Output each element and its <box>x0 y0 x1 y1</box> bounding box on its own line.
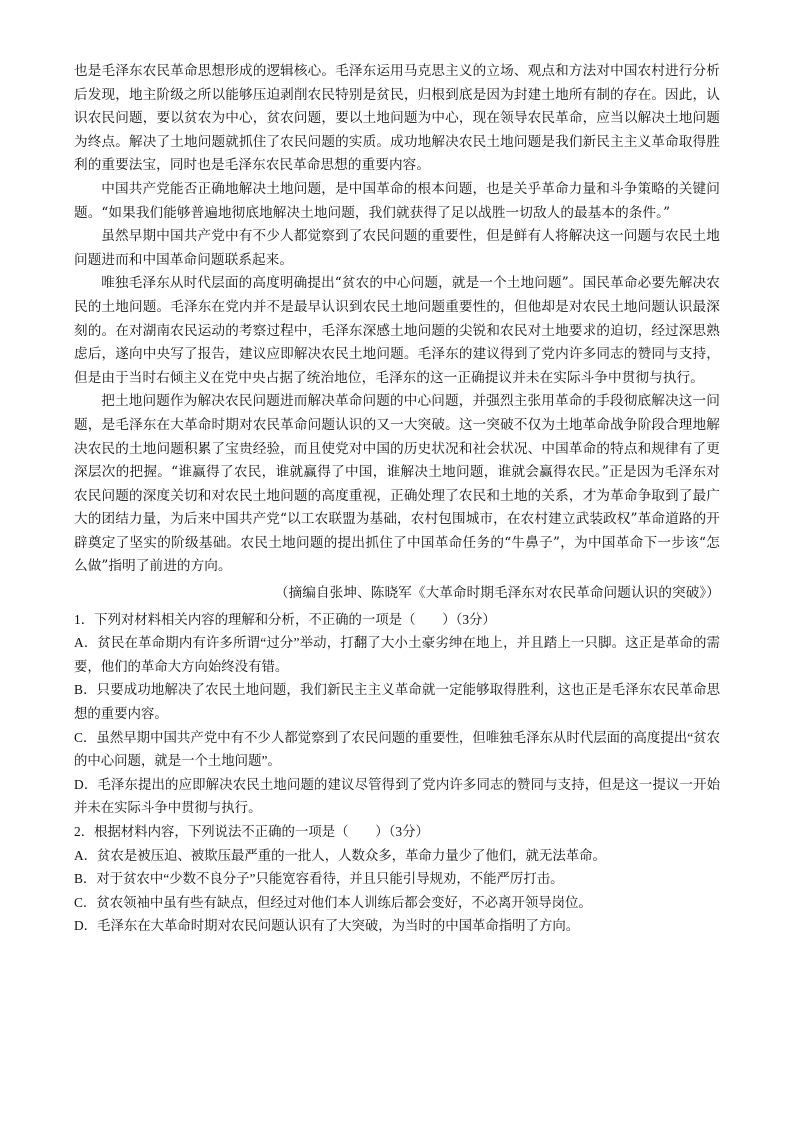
option-a: A．贫民在革命期内有许多所谓“过分”举动，打翻了大小土豪劣绅在地上，并且踏上一只脚。这正是革命的需要，他们的革命大方向始终没有错。 <box>74 635 720 674</box>
option-c: C．虽然早期中国共产党中有不少人都觉察到了农民问题的重要性，但唯独毛泽东从时代层面的高度提出“贫农的中心问题，就是一个土地问题”。 <box>74 729 720 769</box>
option-b: B．对于贫农中“少数不良分子”只能宽容看待，并且只能引导规劝，不能严厉打击。 <box>74 871 564 887</box>
question-2 <box>74 820 720 938</box>
option-a: A．贫农是被压迫、被欺压最严重的一批人，人数众多，革命力量少了他们，就无法革命。 <box>74 847 606 863</box>
document-page <box>74 60 720 938</box>
questions-section <box>74 608 720 938</box>
passage-paragraph: 也是毛泽东农民革命思想形成的逻辑核心。毛泽东运用马克思主义的立场、观点和方法对中国农村进行分析后发现，地主阶级之所以能够压迫剥削农民特别是贫民，归根到底是因为封建土地所有制的存在。因此，认识农民问题，要以贫农为中心，贫农问题，要以土地问题为中心，现在领导农民革命，应当以解决土地问题为终点。解决了土地问题就抓住了农民问题的实质。成功地解决农民土地问题是我们新民主主义革命取得胜利的重要法宝，同时也是毛泽东农民革命思想的重要内容。 <box>74 63 720 174</box>
passage-paragraph: 唯独毛泽东从时代层面的高度明确提出“贫农的中心问题，就是一个土地问题”。国民革命必要先解决农民的土地问题。毛泽东在党内并不是最早认识到农民土地问题重要性的，但他却是对农民土地问题认识最深刻的。在对湖南农民运动的考察过程中，毛泽东深感土地问题的尖锐和农民对土地要求的迫切，经过深思熟虑后，遂向中央写了报告，建议应即解决农民土地问题。毛泽东的建议得到了党内许多同志的赞同与支持，但是由于当时右倾主义在党中央占据了统治地位，毛泽东的这一正确提议并未在实际斗争中贯彻与执行。 <box>74 275 720 386</box>
reading-passage <box>74 60 720 606</box>
passage-paragraph: 把土地问题作为解决农民问题进而解决革命问题的中心问题，并强烈主张用革命的手段彻底解决这一问题，是毛泽东在大革命时期对农民革命问题认识的又一大突破。这一突破不仅为土地革命战争阶段合理地解决农民的土地问题积累了宝贵经验，而且使党对中国的历史状况和社会状况、中国革命的特点和规律有了更深层次的把握。“谁赢得了农民，谁就赢得了中国，谁解决土地问题，谁就会赢得农民。”正是因为毛泽东对农民问题的深度关切和对农民土地问题的高度重视，正确处理了农民和土地的关系，才为革命争取到了最广大的团结力量，为后来中国共产党“以工农联盟为基础，农村包围城市，在农村建立武装政权”革命道路的开辟奠定了坚实的阶级基础。农民土地问题的提出抓住了中国革命任务的“牛鼻子”，为中国革命下一步该“怎么做”指明了前进的方向。 <box>74 393 720 575</box>
passage-source: （摘编自张坤、陈晓军《大革命时期毛泽东对农民革命问题认识的突破》） <box>274 585 720 602</box>
option-c: C．贫农领袖中虽有些有缺点，但经过对他们本人训练后都会变好，不必离开领导岗位。 <box>74 894 592 910</box>
question-1 <box>74 608 720 820</box>
passage-paragraph: 虽然早期中国共产党中有不少人都觉察到了农民问题的重要性，但是鲜有人将解决这一问题与农民土地问题进而和中国革命问题联系起来。 <box>74 228 720 268</box>
option-d: D．毛泽东提出的应即解决农民土地问题的建议尽管得到了党内许多同志的赞同与支持，但是这一提议一开始并未在实际斗争中贯彻与执行。 <box>74 776 720 816</box>
question-stem: 2．根据材料内容，下列说法不正确的一项是（ ）（3分） <box>74 824 429 839</box>
option-d: D．毛泽东在大革命时期对农民问题认识有了大突破，为当时的中国革命指明了方向。 <box>74 918 580 934</box>
option-b: B．只要成功地解决了农民土地问题，我们新民主主义革命就一定能够取得胜利，这也正是毛泽东农民革命思想的重要内容。 <box>74 682 720 722</box>
passage-paragraph: 中国共产党能否正确地解决土地问题，是中国革命的根本问题，也是关乎革命力量和斗争策略的关键问题。“如果我们能够普遍地彻底地解决土地问题，我们就获得了足以战胜一切敌人的最基本的条件。” <box>74 180 720 221</box>
question-stem: 1．下列对材料相关内容的理解和分析，不正确的一项是（ ）（3分） <box>74 611 496 627</box>
